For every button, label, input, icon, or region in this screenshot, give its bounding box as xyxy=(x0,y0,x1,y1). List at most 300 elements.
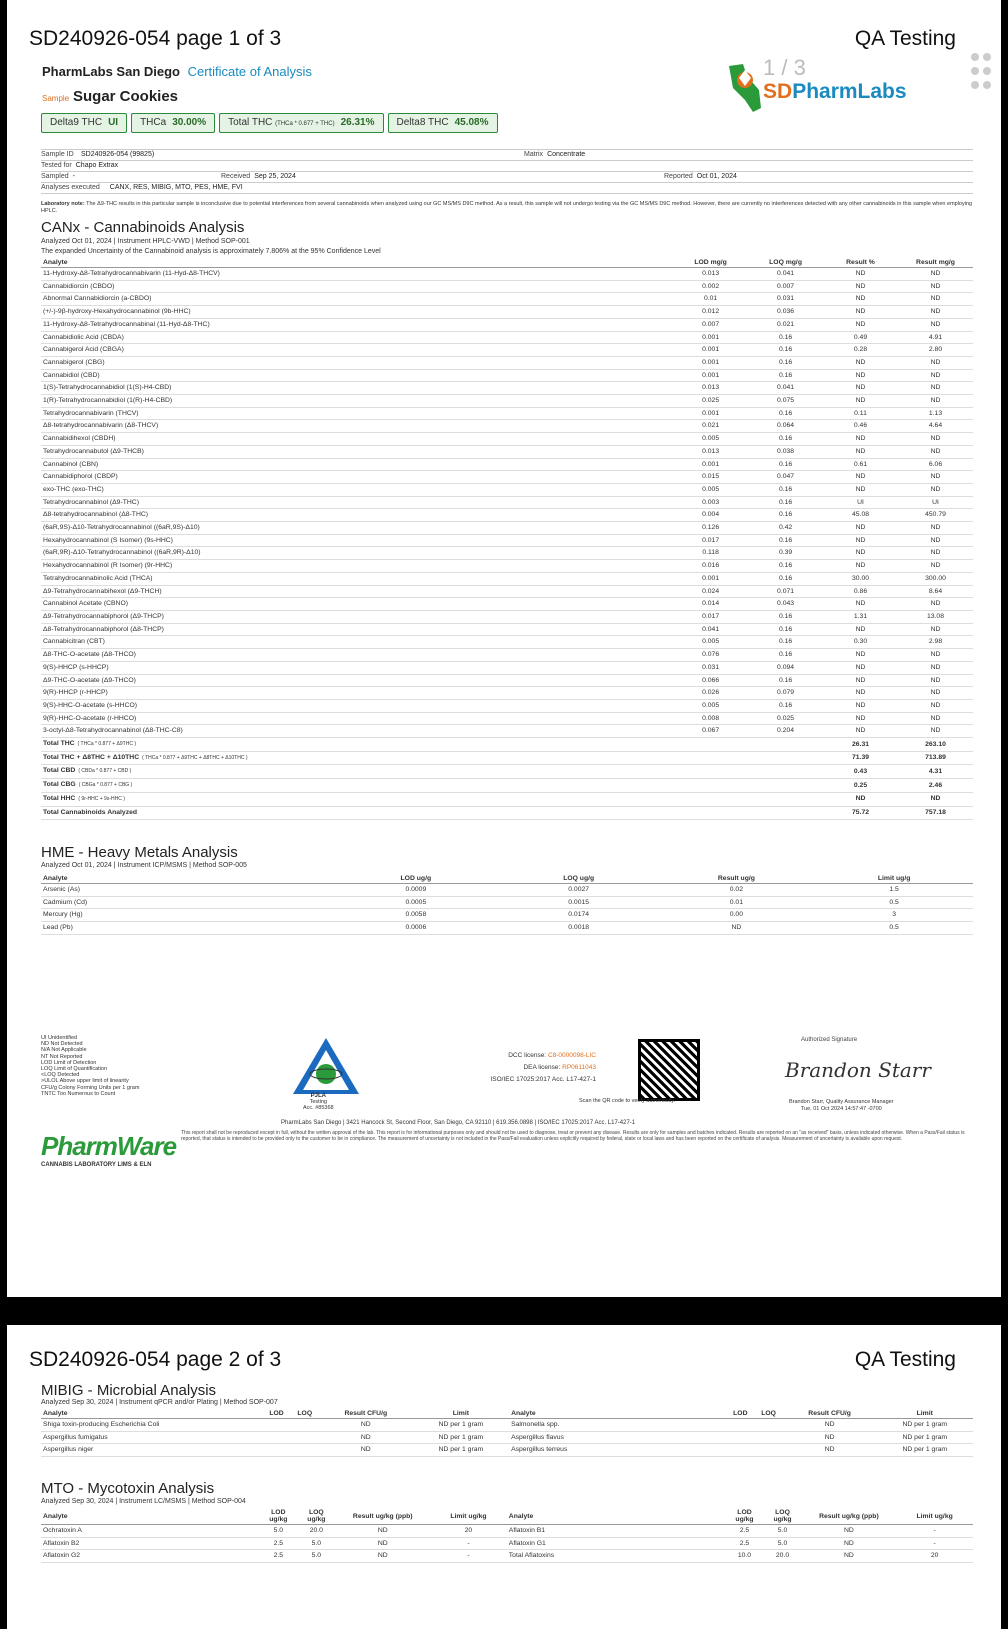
cell: ND per 1 gram xyxy=(877,1419,973,1432)
cell: 0.025 xyxy=(673,395,748,408)
cell: 0.86 xyxy=(823,585,898,598)
analyte-name: Δ8-tetrahydrocannabinol (Δ8-THC) xyxy=(41,509,673,522)
brand-name: SDPharmLabs xyxy=(763,80,907,103)
cell: ND xyxy=(823,547,898,560)
table-row xyxy=(41,636,973,649)
cell: 2.98 xyxy=(898,636,973,649)
cell: 0.16 xyxy=(748,649,823,662)
cell: 0.025 xyxy=(748,712,823,725)
cell: ND per 1 gram xyxy=(413,1419,509,1432)
table-row xyxy=(41,496,973,509)
total-pct: ND xyxy=(823,792,898,806)
table-row xyxy=(41,1550,973,1563)
table-row xyxy=(41,649,973,662)
cell: ND xyxy=(823,560,898,573)
cell: 0.0058 xyxy=(332,909,500,922)
cell: 2.5 xyxy=(725,1537,763,1550)
cell: 0.118 xyxy=(673,547,748,560)
table-row xyxy=(41,909,973,922)
analyte-name: exo-THC (exo-THC) xyxy=(41,483,673,496)
badge-delta9: Delta9 THC UI xyxy=(41,113,127,133)
cell xyxy=(262,1444,290,1457)
table-row xyxy=(41,306,973,319)
cell: - xyxy=(896,1537,973,1550)
mycotoxin-table xyxy=(41,1508,973,1563)
column-header: Analyte xyxy=(41,1508,259,1525)
total-mg: 713.89 xyxy=(898,751,973,765)
total-label: Total HHC ( 9r-HHC + 9s-HHC ) xyxy=(41,792,673,806)
cell xyxy=(726,1444,754,1457)
table-row xyxy=(41,623,973,636)
column-header: Result ug/kg (ppb) xyxy=(335,1508,430,1525)
cell: ND xyxy=(898,318,973,331)
canx-uncertainty: The expanded Uncertainty of the Cannabinoid analysis is approximately 7.806% at the 95% Confidence Level xyxy=(41,248,381,255)
cell: ND xyxy=(898,623,973,636)
cell: 0.038 xyxy=(748,445,823,458)
cell: 0.031 xyxy=(673,661,748,674)
table-row xyxy=(41,344,973,357)
analyte-name: Cannabigerol (CBG) xyxy=(41,356,673,369)
cell: ND xyxy=(823,712,898,725)
cell: 0.003 xyxy=(673,496,748,509)
laboratory-note: Laboratory note: The Δ9-THC results in this particular sample is inconclusive due to potential interferences from several cannabinoids when analyzed using our GC MS/MS D9C method. As a result, this sample will not undergo testing via the GC MS/MS D9C method. However, there are currently no interferences detected with any other cannabinoids in this sample when employing HPLC. xyxy=(41,201,973,214)
cell: 0.30 xyxy=(823,636,898,649)
signature: Brandon Starr xyxy=(785,1058,931,1082)
cell: 0.024 xyxy=(673,585,748,598)
cell: 0.16 xyxy=(748,534,823,547)
cell: 0.0009 xyxy=(332,884,500,897)
cell: 0.071 xyxy=(748,585,823,598)
cell: 0.0005 xyxy=(332,896,500,909)
column-header: LOQ ug/kg xyxy=(764,1508,802,1525)
total-mg: 757.18 xyxy=(898,806,973,820)
analyte-name: 1(R)-Tetrahydrocannabidiol (1(R)-H4-CBD) xyxy=(41,395,673,408)
cell xyxy=(291,1444,319,1457)
cell: ND xyxy=(898,306,973,319)
cell: 5.0 xyxy=(297,1550,335,1563)
cell: 0.012 xyxy=(673,306,748,319)
sample-info: Sample ID SD240926-054 (99825) Matrix Concentrate Tested for Chapo Extrax Sampled - Received Sep 25, 2024 Reported Oct 01, 2024 Analyses executed CANX, RES, MIBIG, MTO, PES, HME, FVI xyxy=(41,149,973,194)
total-label: Total THC + Δ8THC + Δ10THC ( THCa * 0.877 + Δ9THC + Δ8THC + Δ10THC ) xyxy=(41,751,673,765)
cell: 0.007 xyxy=(673,318,748,331)
total-row xyxy=(41,806,973,820)
cell: 10.0 xyxy=(725,1550,763,1563)
analyte-name: Aspergillus flavus xyxy=(509,1431,726,1444)
cell: ND xyxy=(802,1525,897,1538)
column-header: LOD ug/kg xyxy=(725,1508,763,1525)
analyte-name: 11-Hydroxy-Δ8-Tetrahydrocannabivarin (11-Hyd-Δ8-THCV) xyxy=(41,268,673,281)
cell: 5.0 xyxy=(764,1537,802,1550)
analyte-name: Aspergillus terreus xyxy=(509,1444,726,1457)
legend-item: UI Unidentified xyxy=(41,1035,78,1041)
cell: 0.031 xyxy=(748,293,823,306)
cell: ND xyxy=(783,1419,877,1432)
column-header: Result ug/kg (ppb) xyxy=(802,1508,897,1525)
table-row xyxy=(41,547,973,560)
cell: 0.16 xyxy=(748,331,823,344)
cell: ND xyxy=(335,1537,430,1550)
column-header: Limit xyxy=(877,1409,973,1419)
heavy-metals-table: Analyte LOD ug/g LOQ ug/g Result ug/g Limit ug/g Arsenic (As) 0.0009 0.0027 0.02 1.5 Cadmium (Cd) 0.0005 0.0015 0.01 0.5 Mercury (Hg) 0.0058 0.0174 0.00 3 Lead (Pb) 0.0006 0.0018 ND 0.5 xyxy=(41,874,973,935)
badge-delta8: Delta8 THC 45.08% xyxy=(388,113,498,133)
table-row xyxy=(41,896,973,909)
canx-title: CANx - Cannabinoids Analysis xyxy=(41,219,245,236)
cell: 0.094 xyxy=(748,661,823,674)
cell: 0.16 xyxy=(748,572,823,585)
cell: ND xyxy=(823,293,898,306)
cell: 0.00 xyxy=(658,909,816,922)
total-row xyxy=(41,751,973,765)
cell: ND xyxy=(319,1419,413,1432)
badge-thca: THCa 30.00% xyxy=(131,113,215,133)
cell: 20 xyxy=(896,1550,973,1563)
analyte-name: (+/-)-9β-hydroxy-Hexahydrocannabinol (9b-HHC) xyxy=(41,306,673,319)
cell: 0.28 xyxy=(823,344,898,357)
cell: ND xyxy=(898,280,973,293)
table-row xyxy=(41,458,973,471)
table-row xyxy=(41,1537,973,1550)
analyte-name: Δ8-tetrahydrocannabivarin (Δ8-THCV) xyxy=(41,420,673,433)
table-row xyxy=(41,572,973,585)
table-row xyxy=(41,712,973,725)
cell: 0.16 xyxy=(748,458,823,471)
cell: 0.005 xyxy=(673,433,748,446)
cell xyxy=(291,1419,319,1432)
table-row xyxy=(41,483,973,496)
california-leaf-icon xyxy=(723,60,767,116)
cell: ND xyxy=(823,598,898,611)
cell: 0.5 xyxy=(815,922,973,935)
cell: ND per 1 gram xyxy=(413,1431,509,1444)
legend-item: TNTC Too Numerous to Count xyxy=(41,1090,116,1097)
cell: 0.014 xyxy=(673,598,748,611)
column-header: LOQ xyxy=(754,1409,782,1419)
column-header: LOQ xyxy=(291,1409,319,1419)
cell: 1.5 xyxy=(815,884,973,897)
cell: 5.0 xyxy=(764,1525,802,1538)
analyte-name: Abnormal Cannabidiorcin (a-CBDO) xyxy=(41,293,673,306)
table-row xyxy=(41,356,973,369)
pjla-caption: PJLA Testing Acc. #85368 xyxy=(303,1093,334,1111)
cell: ND xyxy=(898,293,973,306)
cell: 0.39 xyxy=(748,547,823,560)
cell: 0.036 xyxy=(748,306,823,319)
cell: 0.067 xyxy=(673,725,748,738)
total-pct: 75.72 xyxy=(823,806,898,820)
analyte-name: Hexahydrocannabinol (S Isomer) (9s-HHC) xyxy=(41,534,673,547)
cell: ND per 1 gram xyxy=(877,1444,973,1457)
table-row xyxy=(41,884,973,897)
cell: 1.31 xyxy=(823,610,898,623)
table-row xyxy=(41,560,973,573)
table-row xyxy=(41,268,973,281)
cell: 20.0 xyxy=(764,1550,802,1563)
analyte-name: (6aR,9R)-Δ10-Tetrahydrocannabinol ((6aR,9R)-Δ10) xyxy=(41,547,673,560)
cell: 20 xyxy=(430,1525,507,1538)
report-footer xyxy=(41,1035,973,1215)
column-header: Result CFU/g xyxy=(783,1409,877,1419)
cell: ND xyxy=(898,395,973,408)
cell: 0.075 xyxy=(748,395,823,408)
cell: 0.017 xyxy=(673,610,748,623)
cell: UI xyxy=(823,496,898,509)
table-row xyxy=(41,661,973,674)
column-header: Limit ug/kg xyxy=(430,1508,507,1525)
column-header: Analyte xyxy=(41,1409,262,1419)
total-label: Total Cannabinoids Analyzed xyxy=(41,806,673,820)
cell: 0.001 xyxy=(673,356,748,369)
table-row xyxy=(41,687,973,700)
table-row xyxy=(41,1431,973,1444)
cell: ND xyxy=(823,725,898,738)
analyte-name: Cannabinol (CBN) xyxy=(41,458,673,471)
analyte-name: Tetrahydrocannabinol (Δ9-THC) xyxy=(41,496,673,509)
table-row xyxy=(41,433,973,446)
cell: 0.005 xyxy=(673,636,748,649)
cell: ND xyxy=(823,623,898,636)
analyte-name: 3-octyl-Δ8-Tetrahydrocannabinol (Δ8-THC-C8) xyxy=(41,725,673,738)
microbial-table xyxy=(41,1409,973,1457)
cell: 2.5 xyxy=(725,1525,763,1538)
cell: 0.013 xyxy=(673,382,748,395)
legend-item: >ULOL Above upper limit of linearity xyxy=(41,1078,129,1085)
column-header: LOD xyxy=(262,1409,290,1419)
cell: 0.01 xyxy=(658,896,816,909)
cell: 0.0006 xyxy=(332,922,500,935)
table-row xyxy=(41,407,973,420)
cell: ND xyxy=(823,356,898,369)
analyte-name: Salmonella spp. xyxy=(509,1419,726,1432)
cell: 0.001 xyxy=(673,344,748,357)
table-row xyxy=(41,699,973,712)
column-header: LOD xyxy=(726,1409,754,1419)
analyte-name: 11-Hydroxy-Δ8-Tetrahydrocannabinal (11-Hyd-Δ8-THC) xyxy=(41,318,673,331)
cell: 0.49 xyxy=(823,331,898,344)
analyte-name: Cadmium (Cd) xyxy=(41,896,332,909)
coa-page-2 xyxy=(7,1325,1001,1629)
cell: ND xyxy=(823,649,898,662)
coa-link[interactable]: Certificate of Analysis xyxy=(187,64,312,79)
cell: 0.02 xyxy=(658,884,816,897)
cell: 2.5 xyxy=(259,1550,297,1563)
qa-testing-label: QA Testing xyxy=(854,27,956,50)
summary-badges xyxy=(41,113,498,133)
table-row xyxy=(41,1444,973,1457)
total-row xyxy=(41,779,973,793)
license-info: DCC license: C8-0000098-LIC DEA license: RP0611043 ISO/IEC 17025:2017 Acc. L17-427-1 xyxy=(490,1052,596,1083)
analyte-name: Cannabidihexol (CBDH) xyxy=(41,433,673,446)
cell: 0.016 xyxy=(673,560,748,573)
sdpharmlabs-logo xyxy=(723,50,953,116)
cell: 0.001 xyxy=(673,369,748,382)
cell: ND xyxy=(319,1431,413,1444)
received-date: Sep 25, 2024 xyxy=(254,173,296,180)
cell: 13.08 xyxy=(898,610,973,623)
legend-item: LOQ Limit of Quantification xyxy=(41,1066,108,1073)
signature-label: Authorized Signature xyxy=(801,1037,858,1043)
cell: ND xyxy=(823,268,898,281)
cell: 300.00 xyxy=(898,572,973,585)
cell: ND xyxy=(823,534,898,547)
cell: ND xyxy=(898,687,973,700)
analyte-name: Δ8-Tetrahydrocannabiphorol (Δ8-THCP) xyxy=(41,623,673,636)
cell: ND xyxy=(658,922,816,935)
analyte-name: Lead (Pb) xyxy=(41,922,332,935)
cell: 1.13 xyxy=(898,407,973,420)
cell: 0.007 xyxy=(748,280,823,293)
total-pct: 71.39 xyxy=(823,751,898,765)
cell: ND xyxy=(823,369,898,382)
cell: ND xyxy=(823,687,898,700)
cell: ND xyxy=(898,369,973,382)
sample-id: SD240926-054 (99825) xyxy=(81,151,155,158)
cell: 0.16 xyxy=(748,344,823,357)
cell: 0.42 xyxy=(748,522,823,535)
cell: 0.16 xyxy=(748,560,823,573)
cell: 0.005 xyxy=(673,483,748,496)
analyte-name: Ochratoxin A xyxy=(41,1525,259,1538)
analyte-name: Aspergillus fumigatus xyxy=(41,1431,262,1444)
cell: 0.61 xyxy=(823,458,898,471)
cell: 0.041 xyxy=(673,623,748,636)
legend-item: LOD Limit of Detection xyxy=(41,1059,97,1066)
column-header: Limit xyxy=(413,1409,509,1419)
cell: ND xyxy=(823,699,898,712)
cell: ND xyxy=(898,649,973,662)
analyte-name: Arsenic (As) xyxy=(41,884,332,897)
cell: 0.066 xyxy=(673,674,748,687)
cannabinoids-table: Analyte LOD mg/g LOQ mg/g Result % Result mg/g 11-Hydroxy-Δ8-Tetrahydrocannabivarin (11-Hyd-Δ8-THCV) 0.013 0.041 ND ND Cannabidiorcin (CBDO) 0.002 0.007 ND ND Abnormal Cannabidiorcin (a-CBDO) 0.01 0.031 ND ND (+/-)-9β-hydroxy-Hexahydrocannabinol (9b-HHC) 0.012 0.036 ND ND 11-Hydroxy-Δ8-Tetrahydrocannabinal (11-Hyd-Δ8-THC) 0.007 0.021 ND ND Cannabidiolic Acid (CBDA) 0.001 0.16 0.49 4.91 Cannabigerol Acid (CBGA) 0.001 0.16 0.28 2.80 Cannabigerol (CBG) 0.001 0.16 ND ND Cannabidiol (CBD) 0.001 0.16 ND ND 1(S)-Tetrahydrocannabidiol (1(S)-H4-CBD) 0.013 0.041 ND ND 1(R)-Tetrahydrocannabidiol (1(R)-H4-CBD) 0.025 0.075 ND ND Tetrahydrocannabivarin (THCV) 0.001 0.16 0.11 1.13 Δ8-tetrahydrocannabivarin (Δ8-THCV) 0.021 0.064 0.46 4.64 Cannabidihexol (CBDH) 0.005 0.16 ND ND Tetrahydrocannabutol (Δ9-THCB) 0.013 0.038 ND ND Cannabinol (CBN) 0.001 0.16 0.61 6.06 Cannabidiphorol (CBDP) 0.015 0.047 ND ND exo-THC (exo-THC) 0.005 0.16 ND ND Tetrahydrocannabinol (Δ9-THC) 0.003 0.16 UI UI Δ8-tetrahydrocannabinol (Δ8-THC) 0.004 0.16 45.08 450.79 (6aR,9S)-Δ10-Tetrahydrocannabinol ((6aR,9S)-Δ10) 0.126 0.42 ND ND Hexahydrocannabinol (S Isomer) (9s-HHC) 0.017 0.16 ND ND (6aR,9R)-Δ10-Tetrahydrocannabinol ((6aR,9R)-Δ10) 0.118 0.39 ND ND Hexahydrocannabinol (R Isomer) (9r-HHC) 0.016 0.16 ND ND Tetrahydrocannabinolic Acid (THCA) 0.001 0.16 30.00 300.00 Δ9-Tetrahydrocannabihexol (Δ9-THCH) 0.024 0.071 0.86 8.64 Cannabinol Acetate (CBNO) 0.014 0.043 ND ND Δ9-Tetrahydrocannabiphorol (Δ9-THCP) 0.017 0.16 1.31 13.08 Δ8-Tetrahydrocannabiphorol (Δ8-THCP) 0.041 0.16 ND ND Cannabicitran (CBT) 0.005 0.16 0.30 2.98 Δ8-THC-O-acetate (Δ8-THCO) 0.076 0.16 ND ND 9(S)-HHCP (s-HHCP) 0.031 0.094 ND ND Δ9-THC-O-acetate (Δ9-THCO) 0.066 0.16 ND ND 9(R)-HHCP (r-HHCP) 0.026 0.079 ND ND 9(S)-HHC-O-acetate (s-HHCO) 0.005 0.16 ND ND 9(R)-HHC-O-acetate (r-HHCO) 0.008 0.025 ND ND 3-octyl-Δ8-Tetrahydrocannabinol (Δ8-THC-C8) 0.067 0.204 ND ND Total THC ( THCa * 0.877 + Δ9THC ) 26.31 263.10 Total THC + Δ8THC + Δ10THC ( THCa * 0.877 + Δ9THC + Δ8THC + Δ10THC ) 71.39 713.89 Total CBD ( CBDa * 0.877 + CBD ) 0.43 4.31 Total CBG ( CBGa * 0.877 + CBG ) 0.25 2.46 Total HHC ( 9r-HHC + 9s-HHC ) ND ND Total Cannabinoids Analyzed 75.72 757.18 xyxy=(41,258,973,820)
canx-instrument: Analyzed Oct 01, 2024 | Instrument HPLC-VWD | Method SOP-001 xyxy=(41,238,250,245)
analyte-name: Aflatoxin B2 xyxy=(41,1537,259,1550)
table-row xyxy=(41,509,973,522)
total-label: Total CBG ( CBGa * 0.877 + CBG ) xyxy=(41,779,673,793)
cell xyxy=(754,1444,782,1457)
analyte-name: Cannabigerol Acid (CBGA) xyxy=(41,344,673,357)
cell: 0.16 xyxy=(748,356,823,369)
table-row xyxy=(41,471,973,484)
cell: 0.16 xyxy=(748,674,823,687)
lab-address: PharmLabs San Diego | 3421 Hancock St, Second Floor, San Diego, CA 92110 | 619.356.0898 | ISO/IEC 17025:2017 Acc. L17-427-1 xyxy=(281,1120,636,1126)
cell: ND xyxy=(898,725,973,738)
mibig-title: MIBIG - Microbial Analysis xyxy=(41,1382,217,1399)
signature-meta: Brandon Starr, Quality Assurance Manager Tue, 01 Oct 2024 14:57:47 -0700 xyxy=(789,1099,894,1112)
cell: 0.16 xyxy=(748,407,823,420)
cell: ND xyxy=(898,483,973,496)
analyte-name: 1(S)-Tetrahydrocannabidiol (1(S)-H4-CBD) xyxy=(41,382,673,395)
cell: 8.64 xyxy=(898,585,973,598)
cell: - xyxy=(430,1537,507,1550)
cell: ND xyxy=(823,382,898,395)
cell: 0.004 xyxy=(673,509,748,522)
analyte-name: Cannabicitran (CBT) xyxy=(41,636,673,649)
cell: UI xyxy=(898,496,973,509)
cell: 0.015 xyxy=(673,471,748,484)
cell: 0.005 xyxy=(673,699,748,712)
analyte-name: Cannabidiol (CBD) xyxy=(41,369,673,382)
cell: 0.16 xyxy=(748,610,823,623)
hme-instrument: Analyzed Oct 01, 2024 | Instrument ICP/MSMS | Method SOP-005 xyxy=(41,862,247,869)
analyte-name: Hexahydrocannabinol (R Isomer) (9r-HHC) xyxy=(41,560,673,573)
analyte-name: Tetrahydrocannabutol (Δ9-THCB) xyxy=(41,445,673,458)
cell: 0.01 xyxy=(673,293,748,306)
page-title: SD240926-054 page 1 of 3 xyxy=(29,27,282,50)
analyte-name: 9(R)-HHC-O-acetate (r-HHCO) xyxy=(41,712,673,725)
analyte-name: Cannabidiorcin (CBDO) xyxy=(41,280,673,293)
page-title-2: SD240926-054 page 2 of 3 xyxy=(29,1348,282,1371)
cell: ND xyxy=(802,1537,897,1550)
cell: ND xyxy=(898,445,973,458)
cell: 0.0018 xyxy=(500,922,658,935)
cell: 4.64 xyxy=(898,420,973,433)
column-header: LOQ ug/kg xyxy=(297,1508,335,1525)
cell: ND xyxy=(823,306,898,319)
cell: 0.11 xyxy=(823,407,898,420)
cell: ND xyxy=(898,712,973,725)
cell: 0.017 xyxy=(673,534,748,547)
qr-code[interactable] xyxy=(638,1039,700,1101)
lab-name-text: PharmLabs San Diego xyxy=(42,64,180,79)
cell: 0.126 xyxy=(673,522,748,535)
cell: ND xyxy=(319,1444,413,1457)
sample-label: Sample xyxy=(42,94,70,103)
analyte-name: Δ9-Tetrahydrocannabiphorol (Δ9-THCP) xyxy=(41,610,673,623)
cell: ND xyxy=(898,598,973,611)
cell xyxy=(262,1431,290,1444)
cell: ND xyxy=(898,268,973,281)
cell: ND xyxy=(823,280,898,293)
cell: 20.0 xyxy=(297,1525,335,1538)
analyte-name: Cannabinol Acetate (CBNO) xyxy=(41,598,673,611)
cell: 0.002 xyxy=(673,280,748,293)
page-indicator: 1 / 3 xyxy=(763,55,806,80)
cell: ND xyxy=(898,382,973,395)
cell: ND xyxy=(823,674,898,687)
cell: 5.0 xyxy=(297,1537,335,1550)
analyte-name: Aflatoxin G1 xyxy=(507,1537,726,1550)
analyte-name: Cannabidiphorol (CBDP) xyxy=(41,471,673,484)
legend-item: N/A Not Applicable xyxy=(41,1047,87,1054)
legend-item: CFU/g Colony Forming Units per 1 gram xyxy=(41,1084,140,1091)
cell: 4.91 xyxy=(898,331,973,344)
total-mg: ND xyxy=(898,792,973,806)
cell: 0.16 xyxy=(748,369,823,382)
column-header: Result CFU/g xyxy=(319,1409,413,1419)
total-label: Total THC ( THCa * 0.877 + Δ9THC ) xyxy=(41,738,673,752)
column-header: LOD ug/kg xyxy=(259,1508,297,1525)
table-row xyxy=(41,725,973,738)
cell: ND xyxy=(823,661,898,674)
analyte-name: Aflatoxin G2 xyxy=(41,1550,259,1563)
cell xyxy=(754,1431,782,1444)
column-header: Limit ug/kg xyxy=(896,1508,973,1525)
total-mg: 263.10 xyxy=(898,738,973,752)
cell: 0.013 xyxy=(673,445,748,458)
total-row xyxy=(41,792,973,806)
cell: ND xyxy=(898,522,973,535)
mto-title: MTO - Mycotoxin Analysis xyxy=(41,1480,215,1497)
cell: ND xyxy=(898,560,973,573)
cell: ND xyxy=(898,356,973,369)
more-menu-icon[interactable] xyxy=(969,50,993,100)
disclaimer: This report shall not be reproduced except in full, without the written approval of the lab. This report is for informational purposes only and should not be used to diagnose, treat or prevent any disease. Results are only for samples and batches indicated. Results are reported on an "as received" basis, unless indicated otherwise. When a Pass/Fail status is reported, that status is intended to be provided only to the customer to be in compliance. The measurement of uncertainty is not included in the Pass/Fail evaluation unless explicitly required by federal, state or local laws and has been reported on the certificate of analysis. Measurement of uncertainty is available upon request. xyxy=(181,1130,965,1142)
cell: ND xyxy=(823,471,898,484)
table-row xyxy=(41,585,973,598)
analyte-name: Total Aflatoxins xyxy=(507,1550,726,1563)
total-row xyxy=(41,765,973,779)
cell xyxy=(262,1419,290,1432)
lab-name xyxy=(42,64,312,79)
